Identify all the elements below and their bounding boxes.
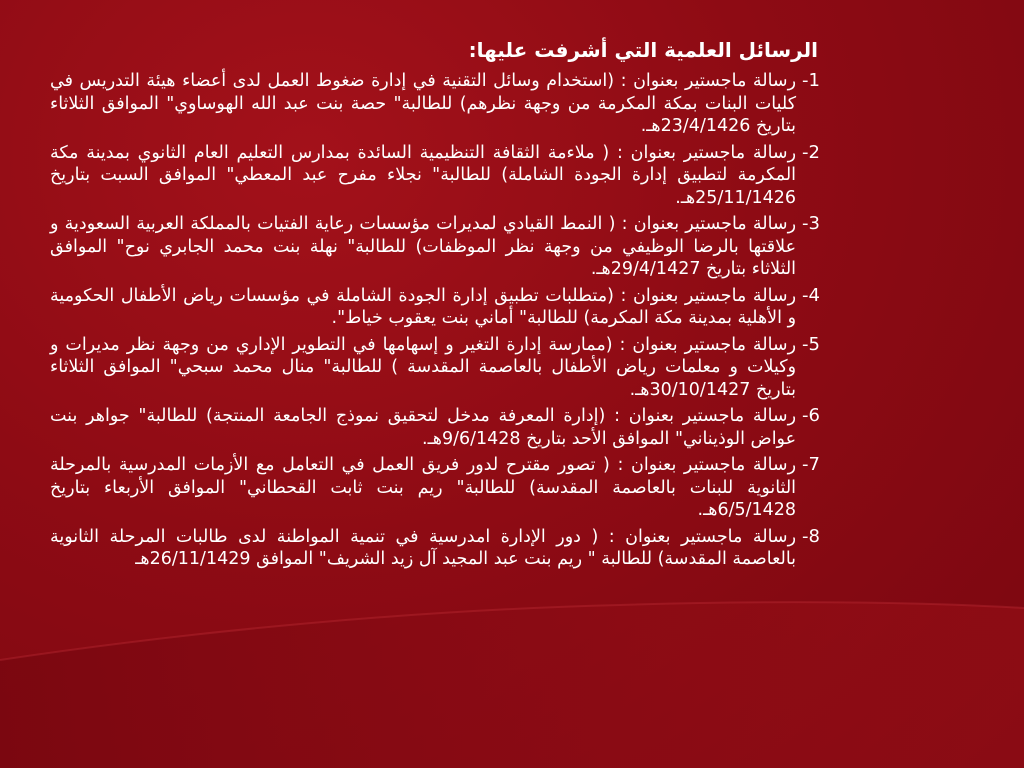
thesis-entry-text: رسالة ماجستير بعنوان : (ممارسة إدارة التغير و إسهامها في التطوير الإداري من وجهة نظر مديرات و وكيلات و معلمات رياض الأطفال بالعاصمة المقدسة ) للطالبة" منال محمد سبحي" الموافق الثلاثاء بتاريخ 30/10/1427هـ. xyxy=(50,334,797,400)
thesis-entry xyxy=(50,405,820,450)
thesis-entry xyxy=(50,213,820,281)
thesis-entry-number: 7- xyxy=(802,454,820,475)
thesis-entry-text: رسالة ماجستير بعنوان : ( دور الإدارة امدرسية في تنمية المواطنة لدى طالبات المرحلة الثانوية بالعاصمة المقدسة) للطالبة " ريم بنت عبد المجيد آل زيد الشريف" الموافق 26/11/1429هـ xyxy=(50,526,797,569)
thesis-entry-text: رسالة ماجستير بعنوان : ( تصور مقترح لدور فريق العمل في التعامل مع الأزمات المدرسية بالمرحلة الثانوية للبنات بالعاصمة المقدسة) للطالبة" ريم بنت ثابت القحطاني" الموافق الأربعاء بتاريخ 6/5/1428هـ. xyxy=(50,455,797,520)
thesis-entry xyxy=(50,285,820,330)
thesis-entry-number: 4- xyxy=(802,284,820,306)
thesis-entry xyxy=(50,454,820,522)
thesis-entry-text: رسالة ماجستير بعنوان : (استخدام وسائل التقنية في إدارة ضغوط العمل لدى أعضاء هيئة التدريس في كليات البنات بمكة المكرمة من وجهة نظرهم) للطالبة" حصة بنت عبد الله الهوساوي" الموافق الثلاثاء بتاريخ 23/4/1426هـ. xyxy=(50,71,797,136)
thesis-entry-number: 3- xyxy=(802,213,820,234)
thesis-entry-number: 6- xyxy=(802,405,820,426)
thesis-entry-number: 1- xyxy=(802,70,820,91)
thesis-entry xyxy=(50,142,820,210)
thesis-entry xyxy=(50,70,820,138)
thesis-entry-text: رسالة ماجستير بعنوان : ( النمط القيادي لمديرات مؤسسات رعاية الفتيات بالمملكة العربية السعودية و علاقتها بالرضا الوظيفي من وجهة نظر الموظفات) للطالبة" نهلة بنت محمد الجابري نوح" الموافق الثلاثاء بتاريخ 29/4/1427هـ. xyxy=(50,214,797,279)
slide-content xyxy=(50,36,820,575)
thesis-entry xyxy=(50,334,820,402)
thesis-entry-text: رسالة ماجستير بعنوان : (إدارة المعرفة مدخل لتحقيق نموذج الجامعة المنتجة) للطالبة" جواهر بنت عواض الوذيناني" الموافق الأحد بتاريخ 9/6/1428هـ. xyxy=(50,406,797,449)
thesis-entry-text: رسالة ماجستير بعنوان : (متطلبات تطبيق إدارة الجودة الشاملة في مؤسسات رياض الأطفال الحكومية و الأهلية بمدينة مكة المكرمة) للطالبة" أماني بنت يعقوب خياط". xyxy=(50,285,797,328)
thesis-entry-number: 5- xyxy=(802,333,820,355)
thesis-entry-number: 8- xyxy=(802,525,820,547)
thesis-entry xyxy=(50,526,820,571)
thesis-entry-number: 2- xyxy=(802,141,820,163)
slide-heading: الرسائل العلمية التي أشرفت عليها: xyxy=(468,38,818,62)
thesis-entry-text: رسالة ماجستير بعنوان : ( ملاءمة الثقافة التنظيمية السائدة بمدارس التعليم العام الثانوي بمدينة مكة المكرمة لتطبيق إدارة الجودة الشاملة) للطالبة" نجلاء مفرح عبد المعطي" الموافق السبت بتاريخ 25/11/1426هـ. xyxy=(50,142,797,208)
thesis-list xyxy=(50,70,820,571)
